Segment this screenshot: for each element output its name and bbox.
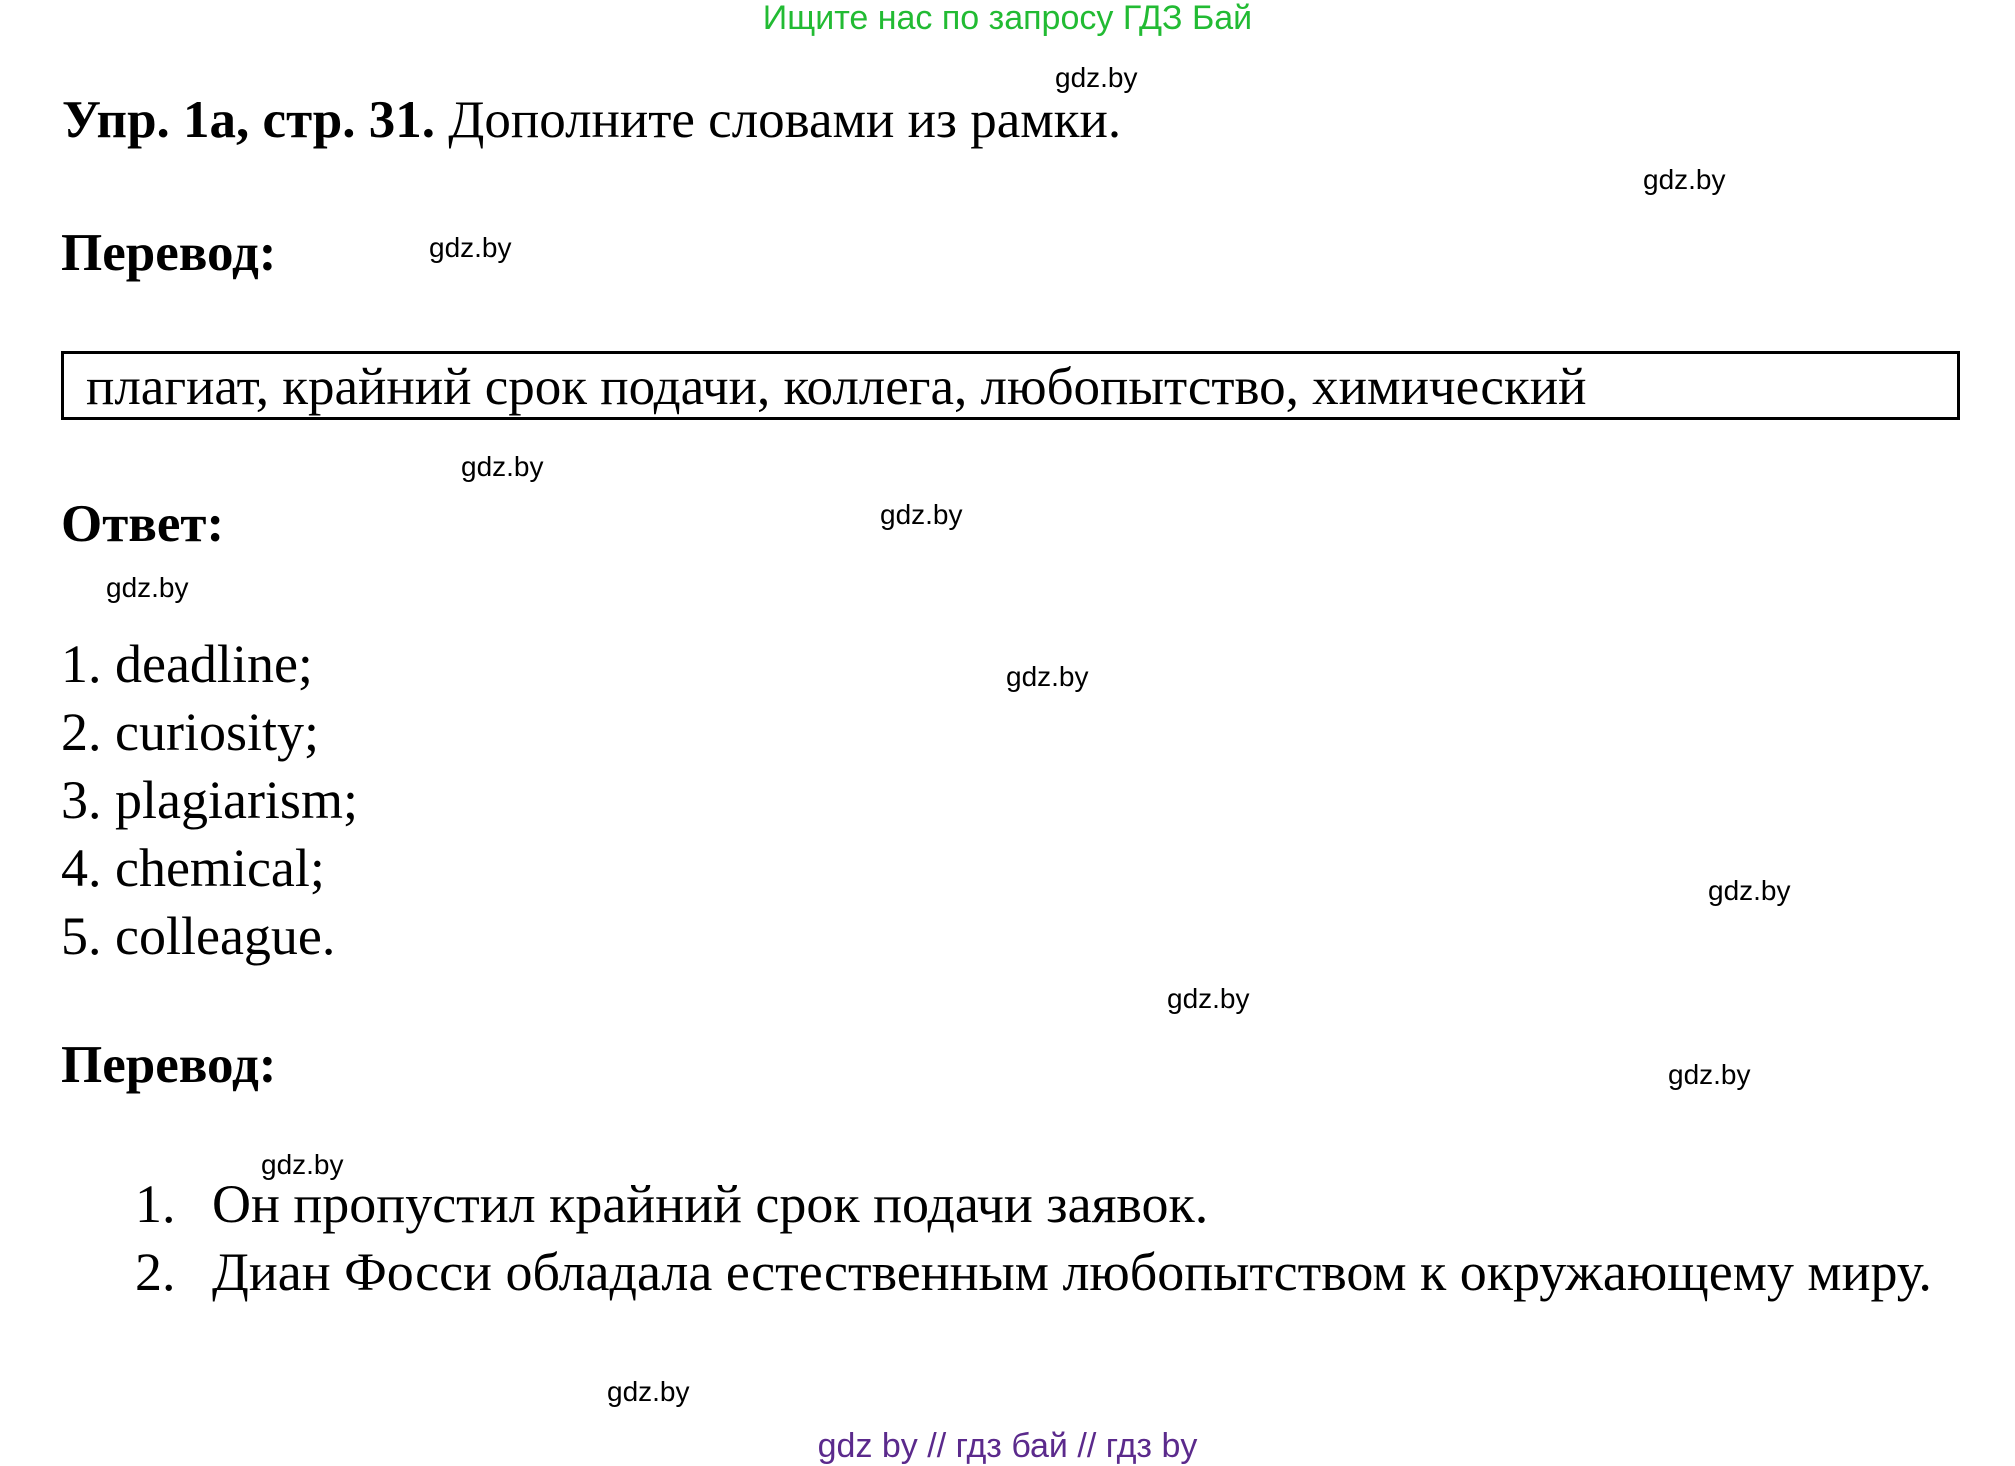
search-banner: Ищите нас по запросу ГДЗ Бай — [762, 0, 1253, 37]
translation-number: 1. — [135, 1174, 176, 1234]
translation-item — [135, 1238, 1955, 1306]
watermark: gdz.by — [1668, 1059, 1751, 1090]
watermark: gdz.by — [106, 572, 189, 603]
translation-heading-2: Перевод: — [61, 1036, 277, 1094]
watermark: gdz.by — [429, 232, 512, 263]
translation-heading-1: Перевод: — [61, 224, 277, 282]
translation-text: Он пропустил крайний срок подачи заявок. — [212, 1174, 1209, 1234]
translation-text: Диан Фосси обладала естественным любопытством к окружающему миру. — [212, 1242, 1932, 1302]
watermark: gdz.by — [880, 499, 963, 530]
watermark: gdz.by — [1708, 875, 1791, 906]
answer-item: 4. chemical; — [61, 838, 325, 898]
word-box-text: плагиат, крайний срок подачи, коллега, любопытство, химический — [86, 358, 1587, 416]
translation-list — [135, 1170, 1955, 1306]
answer-item: 3. plagiarism; — [61, 770, 358, 830]
watermark: gdz.by — [1643, 164, 1726, 195]
watermark: gdz.by — [1006, 661, 1089, 692]
answer-item: 1. deadline; — [61, 634, 313, 694]
exercise-title — [62, 88, 1121, 152]
watermark: gdz.by — [607, 1376, 690, 1407]
answer-item: 5. colleague. — [61, 906, 336, 966]
footer-text: gdz by // гдз бай // гдз by — [817, 1427, 1198, 1465]
answer-item: 2. curiosity; — [61, 702, 319, 762]
translation-item — [135, 1170, 1955, 1238]
word-box — [61, 351, 1960, 420]
watermark: gdz.by — [261, 1149, 344, 1180]
watermark: gdz.by — [1055, 62, 1138, 93]
exercise-number: Упр. 1а, стр. 31. — [62, 91, 435, 149]
answer-list — [61, 630, 358, 970]
exercise-instruction: Дополните словами из рамки. — [448, 91, 1122, 149]
watermark: gdz.by — [461, 451, 544, 482]
watermark: gdz.by — [1167, 983, 1250, 1014]
answer-heading: Ответ: — [61, 495, 225, 553]
translation-number: 2. — [135, 1242, 176, 1302]
